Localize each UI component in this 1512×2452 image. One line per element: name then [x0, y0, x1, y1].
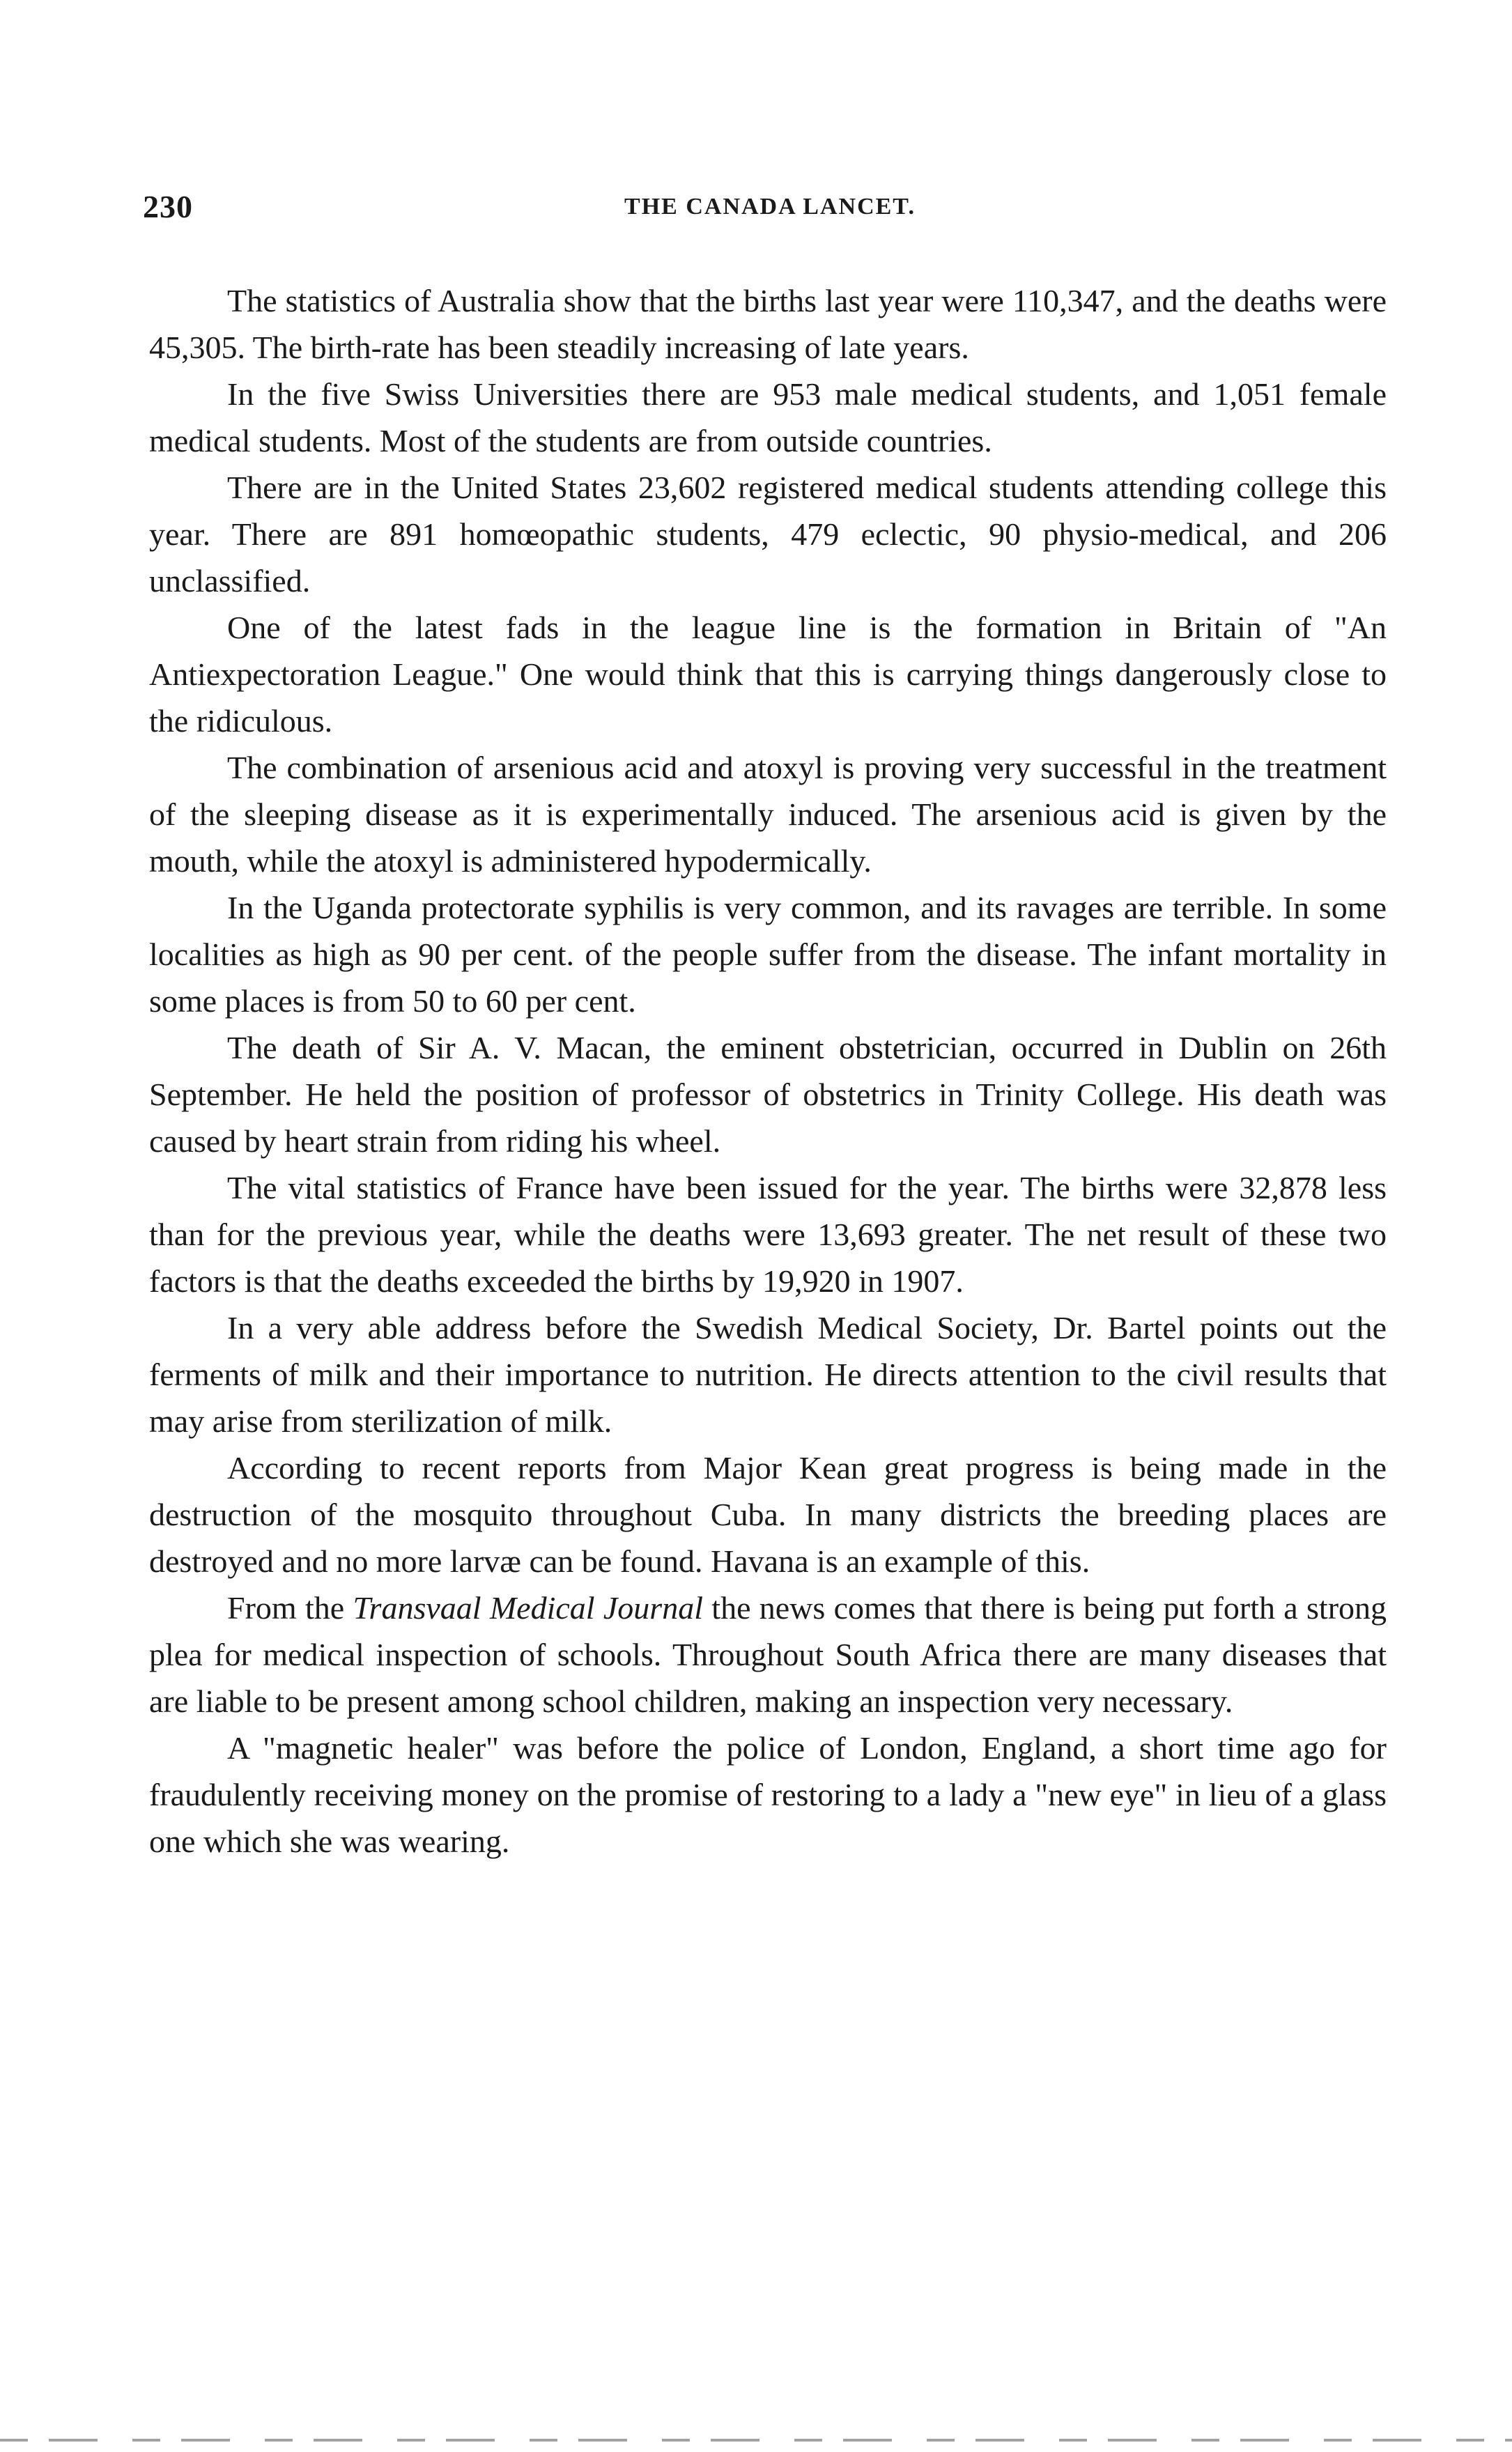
paragraph-france-vital-statistics: The vital statistics of France have been issued for the year. The births were 32,878 less than for the previous year, while the deaths were 13,693 greater. The net result of these two factors is that the deaths exceeded the births by 19,920 in 1907. [149, 1170, 1387, 1299]
paragraph-swiss-universities: In the five Swiss Universities there are 953 male medical students, and 1,051 female medical students. Most of the students are from outside countries. [149, 376, 1387, 458]
transvaal-text-after: the news comes that there is being put forth a strong plea for medical inspection of schools. Throughout South Africa there are many diseases that are liable to be present among school children, making an inspection very necessary. [149, 1590, 1387, 1719]
paragraph-australia-statistics: The statistics of Australia show that the births last year were 110,347, and the deaths were 45,305. The birth-rate has been steadily increasing of late years. [149, 283, 1387, 365]
page-number: 230 [143, 189, 193, 224]
journal-title: Transvaal Medical Journal [353, 1590, 703, 1626]
paragraph-magnetic-healer: A "magnetic healer" was before the police of London, England, a short time ago for fraudulently receiving money on the promise of restoring to a lady a "new eye" in lieu of a glass one which she was wearing. [149, 1730, 1387, 1859]
paragraph-cuba-mosquito: According to recent reports from Major Kean great progress is being made in the destruction of the mosquito throughout Cuba. In many districts the breeding places are destroyed and no more larvæ can be found. Havana is an example of this. [149, 1450, 1387, 1579]
paragraph-transvaal-school-inspection [149, 1584, 1387, 1725]
transvaal-text-before: From the [227, 1590, 353, 1626]
paragraph-antiexpectoration-league: One of the latest fads in the league line is the formation in Britain of "An Antiexpectoration League." One would think that this is carrying things dangerously close to the ridiculous. [149, 610, 1387, 739]
body-text [149, 277, 1387, 1865]
paragraph-us-medical-students: There are in the United States 23,602 registered medical students attending college this year. There are 891 homœopathic students, 479 eclectic, 90 physio-medical, and 206 unclassified. [149, 470, 1387, 599]
running-head: THE CANADA LANCET. [624, 194, 916, 219]
paragraph-uganda-syphilis: In the Uganda protectorate syphilis is very common, and its ravages are terrible. In some localities as high as 90 per cent. of the people suffer from the disease. The infant mortality in some places is from 50 to 60 per cent. [149, 890, 1387, 1019]
paragraph-arsenious-acid-atoxyl: The combination of arsenious acid and atoxyl is proving very successful in the treatment of the sleeping disease as it is experimentally induced. The arsenious acid is given by the mouth, while the atoxyl is administered hypodermically. [149, 750, 1387, 879]
page-header [143, 188, 1397, 237]
paragraph-macan-obituary: The death of Sir A. V. Macan, the eminent obstetrician, occurred in Dublin on 26th September. He held the position of professor of obstetrics in Trinity College. His death was caused by heart strain from riding his wheel. [149, 1030, 1387, 1159]
scan-edge-artifact [0, 2439, 1512, 2442]
paragraph-swedish-medical-society: In a very able address before the Swedish Medical Society, Dr. Bartel points out the ferments of milk and their importance to nutrition. He directs attention to the civil results that may arise from sterilization of milk. [149, 1310, 1387, 1439]
